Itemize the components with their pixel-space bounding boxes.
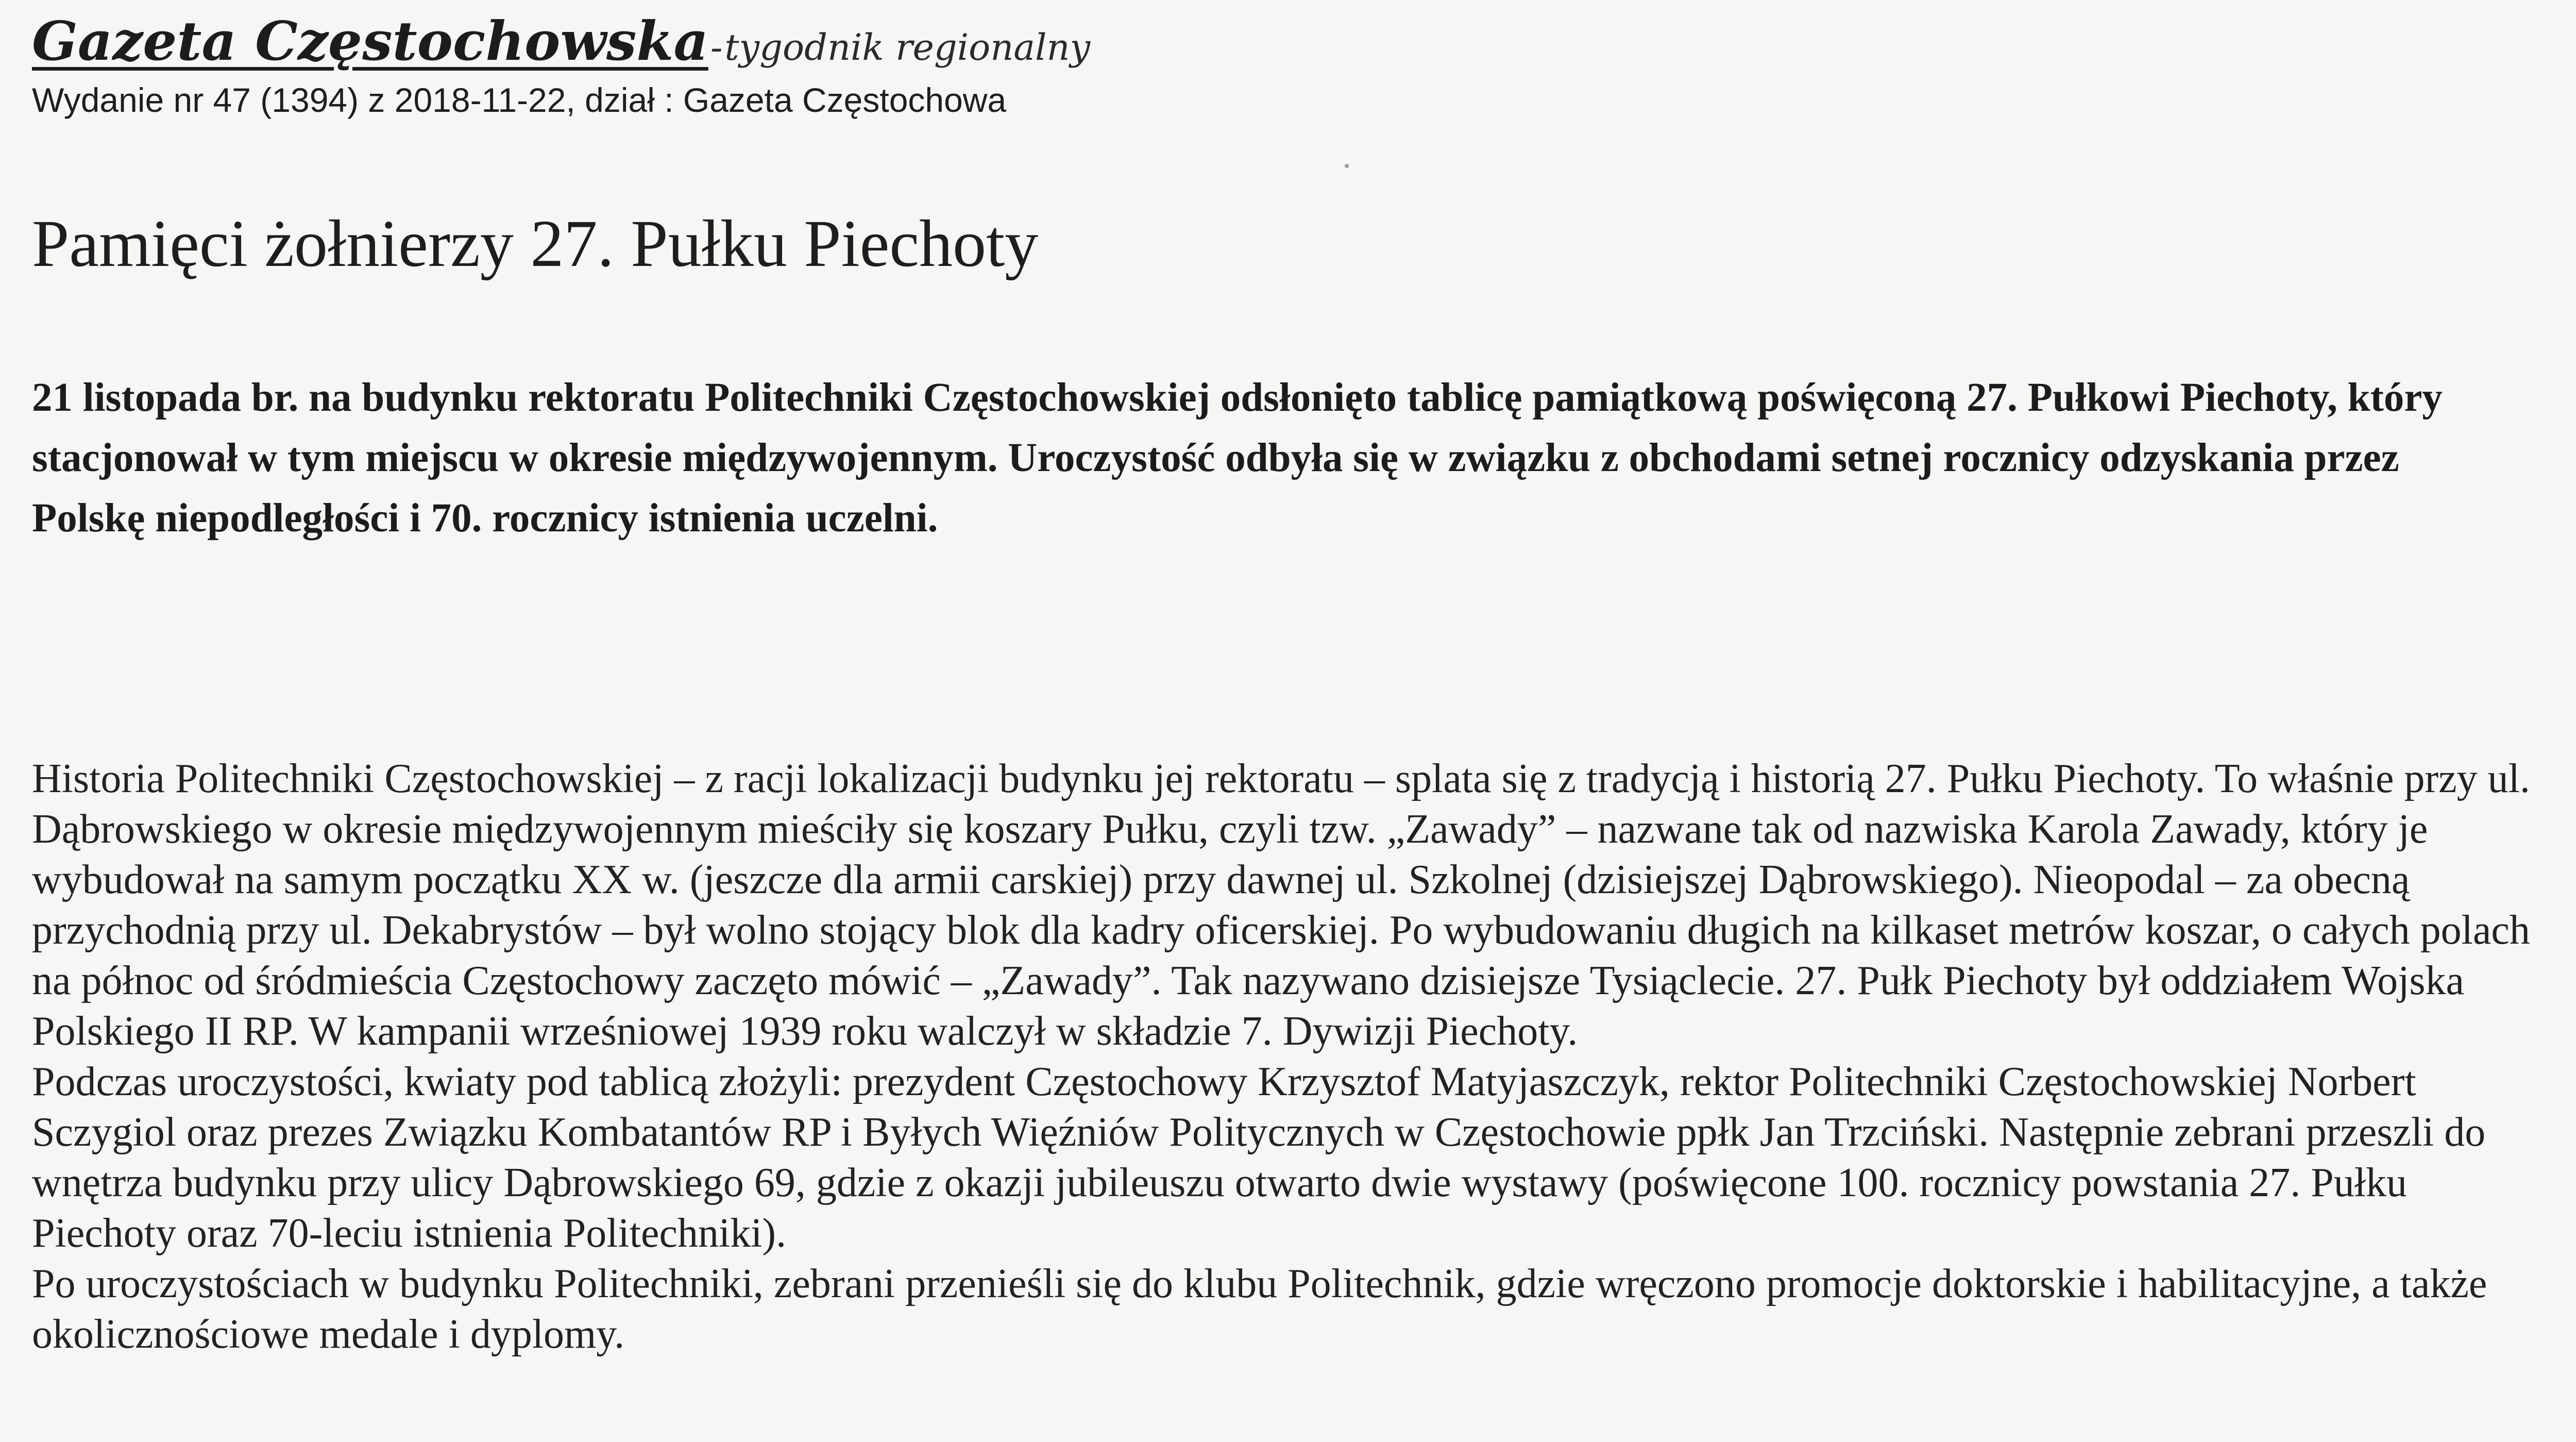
scan-speck [1345, 164, 1349, 168]
body-line: na północ od śródmieścia Częstochowy zaczęto mówić – „Zawady”. Tak nazywano dzisiejsze Tysiąclecie. 27. Pułk Piechoty był oddziałem Wojska [32, 958, 2464, 1003]
lead-line: 21 listopada br. na budynku rektoratu Politechniki Częstochowskiej odsłonięto tablicę pamiątkową poświęconą 27. Pułkowi Piechoty, który [32, 375, 2443, 420]
newspaper-name: Gazeta Częstochowska [32, 9, 708, 73]
body-line: Historia Politechniki Częstochowskiej – z racji lokalizacji budynku jej rektoratu – splata się z tradycją i historią 27. Pułku Piechoty. To właśnie przy ul. [32, 756, 2530, 801]
body-line: wybudował na samym początku XX w. (jeszcze dla armii carskiej) przy dawnej ul. Szkolnej (dzisiejszej Dąbrowskiego). Nieopodal – za obecną [32, 857, 2410, 902]
lead-line: Polskę niepodległości i 70. rocznicy istnienia uczelni. [32, 496, 938, 541]
article-body [32, 753, 2576, 1360]
body-line: Podczas uroczystości, kwiaty pod tablicą złożyli: prezydent Częstochowy Krzysztof Matyjaszczyk, rektor Politechniki Częstochowskiej Norbert [32, 1059, 2416, 1104]
body-line: Po uroczystościach w budynku Politechniki, zebrani przenieśli się do klubu Politechnik, gdzie wręczono promocje doktorskie i habilitacyjne, a także [32, 1261, 2487, 1306]
newspaper-subtitle: tygodnik regionalny [724, 26, 1091, 69]
body-line: Sczygiol oraz prezes Związku Kombatantów RP i Byłych Więźniów Politycznych w Częstochowie ppłk Jan Trzciński. Następnie zebrani przeszli do [32, 1110, 2486, 1155]
body-line: Dąbrowskiego w okresie międzywojennym mieściły się koszary Pułku, czyli tzw. „Zawady” – nazwane tak od nazwiska Karola Zawady, który je [32, 807, 2428, 852]
masthead-separator: - [710, 26, 723, 69]
body-line: Polskiego II RP. W kampanii wrześniowej 1939 roku walczył w składzie 7. Dywizji Piechoty. [32, 1009, 1578, 1054]
lead-line: stacjonował w tym miejscu w okresie międzywojennym. Uroczystość odbyła się w związku z obchodami setnej rocznicy odzyskania przez [32, 435, 2399, 480]
body-line: przychodnią przy ul. Dekabrystów – był wolno stojący blok dla kadry oficerskiej. Po wybudowaniu długich na kilkaset metrów koszar, o całych polach [32, 908, 2530, 953]
article-lead [32, 367, 2576, 548]
article-title: Pamięci żołnierzy 27. Pułku Piechoty [32, 207, 1039, 281]
body-line: Piechoty oraz 70-leciu istnienia Politechniki). [32, 1211, 787, 1256]
body-line: wnętrza budynku przy ulicy Dąbrowskiego 69, gdzie z okazji jubileuszu otwarto dwie wystawy (poświęcone 100. rocznicy powstania 27. Pułku [32, 1160, 2407, 1205]
edition-info: Wydanie nr 47 (1394) z 2018-11-22, dział : Gazeta Częstochowa [32, 81, 1007, 119]
body-line: okolicznościowe medale i dyplomy. [32, 1312, 625, 1357]
masthead [32, 9, 2576, 73]
